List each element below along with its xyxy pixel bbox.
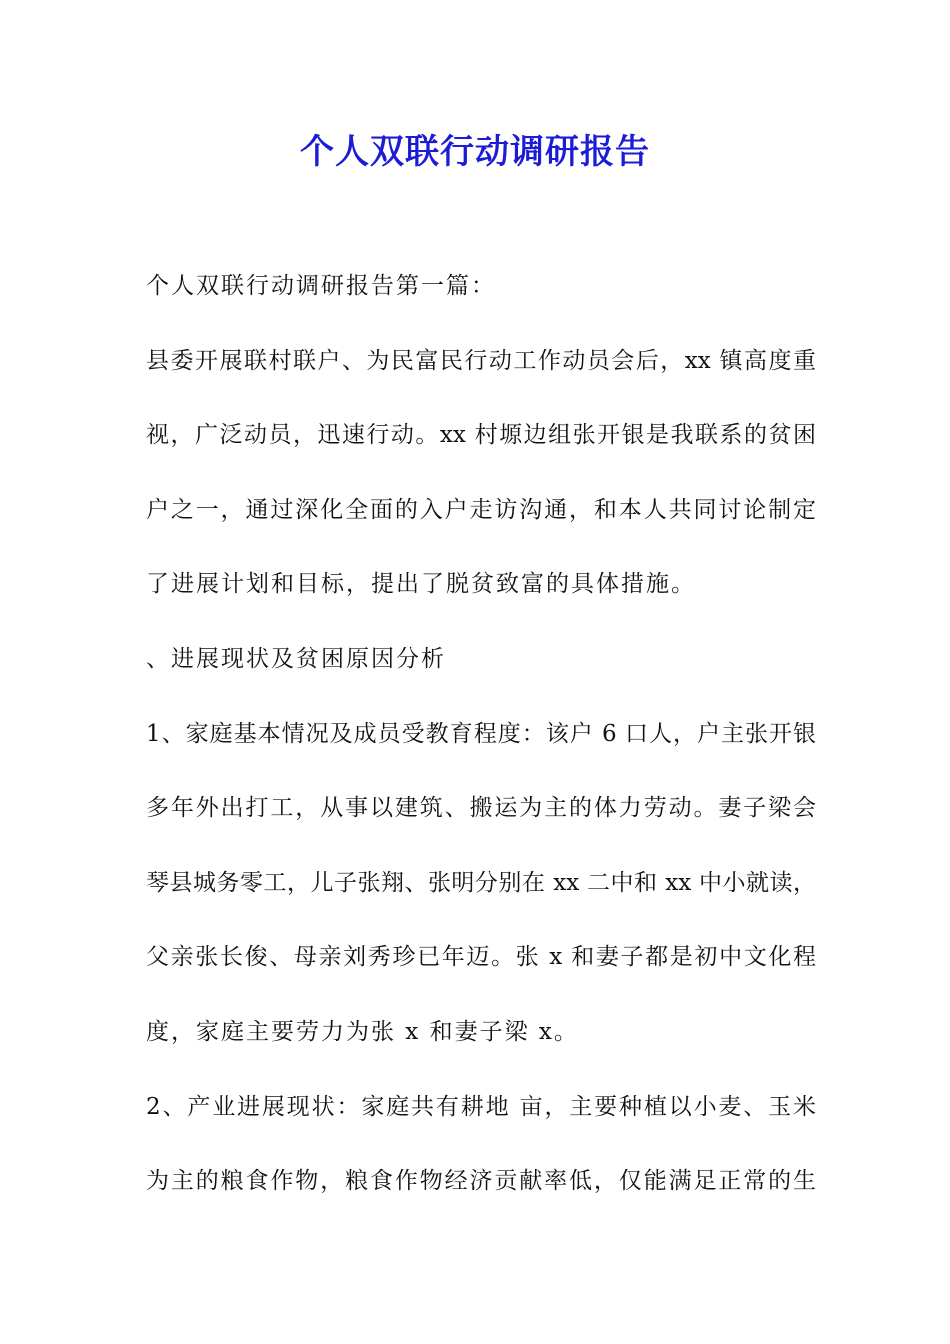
text-line: 1、家庭基本情况及成员受教育程度：该户 6 口人，户主张开银 xyxy=(146,720,816,747)
document-title: 个人双联行动调研报告 xyxy=(300,132,650,172)
text-line: 视，广泛动员，迅速行动。xx 村塬边组张开银是我联系的贫困 xyxy=(146,422,816,449)
text-line: 度，家庭主要劳力为张 x 和妻子梁 x。 xyxy=(146,1018,579,1045)
text-line: 、进展现状及贫困原因分析 xyxy=(146,645,446,672)
text-line: 多年外出打工，从事以建筑、搬运为主的体力劳动。妻子梁会 xyxy=(146,795,816,822)
text-line: 2、产业进展现状：家庭共有耕地 亩，主要种植以小麦、玉米 xyxy=(146,1093,816,1120)
text-line: 个人双联行动调研报告第一篇： xyxy=(146,273,496,299)
text-line: 县委开展联村联户、为民富民行动工作动员会后，xx 镇高度重 xyxy=(146,347,816,374)
document-body xyxy=(146,262,816,1232)
text-line: 琴县城务零工，儿子张翔、张明分别在 xx 二中和 xx 中小就读， xyxy=(146,869,816,896)
text-line: 父亲张长俊、母亲刘秀珍已年迈。张 x 和妻子都是初中文化程 xyxy=(146,944,816,971)
text-line: 为主的粮食作物，粮食作物经济贡献率低，仅能满足正常的生 xyxy=(146,1168,816,1195)
text-line: 了进展计划和目标，提出了脱贫致富的具体措施。 xyxy=(146,571,696,598)
text-line: 户之一，通过深化全面的入户走访沟通，和本人共同讨论制定 xyxy=(146,496,816,523)
